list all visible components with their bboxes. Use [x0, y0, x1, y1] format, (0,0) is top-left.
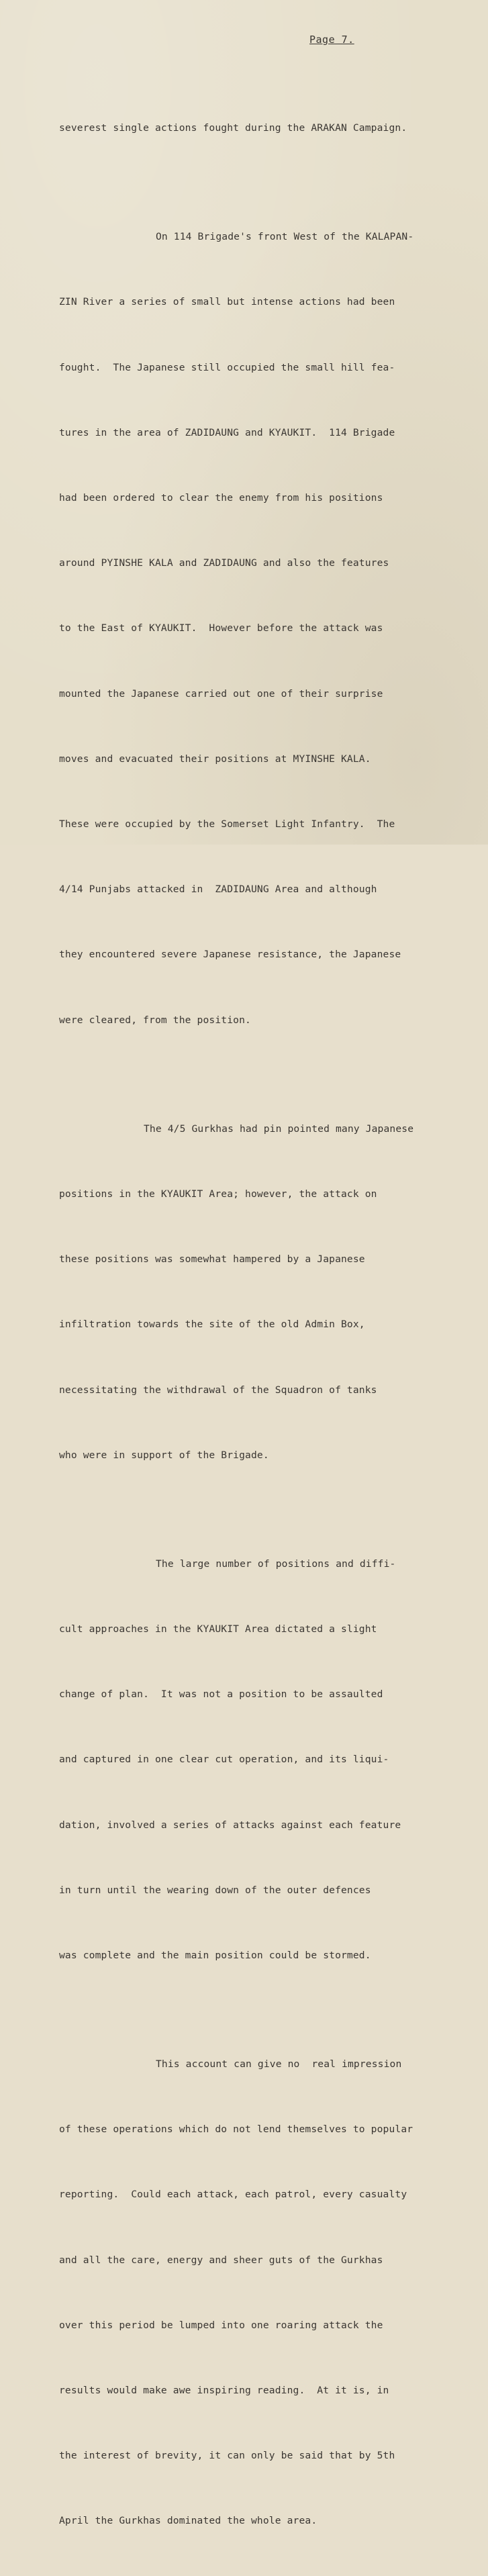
text-line: they encountered severe Japanese resistance, the Japanese [59, 949, 401, 961]
text-line: 4/14 Punjabs attacked in ZADIDAUNG Area and although [59, 884, 377, 896]
text-line: reporting. Could each attack, each patrol, every casualty [59, 2189, 407, 2201]
text-line: the interest of brevity, it can only be said that by 5th [59, 2450, 395, 2462]
text-line: tures in the area of ZADIDAUNG and KYAUKIT. 114 Brigade [59, 426, 395, 438]
text-line: these positions was somewhat hampered by a Japanese [59, 1253, 365, 1266]
text-line: mounted the Japanese carried out one of their surprise [59, 687, 383, 700]
text-line: over this period be lumped into one roaring attack the [59, 2319, 383, 2331]
text-line: and all the care, energy and sheer guts of the Gurkhas [59, 2254, 383, 2266]
text-line: and captured in one clear cut operation, and its liqui- [59, 1754, 389, 1766]
text-line: The large number of positions and diffi- [156, 1558, 396, 1570]
text-line: change of plan. It was not a position to be assaulted [59, 1688, 383, 1701]
text-line: dation, involved a series of attacks against each feature [59, 1819, 401, 1831]
text-line: who were in support of the Brigade. [59, 1449, 269, 1461]
text-line: in turn until the wearing down of the outer defences [59, 1884, 371, 1896]
text-line: infiltration towards the site of the old Admin Box, [59, 1319, 365, 1331]
text-line: of these operations which do not lend themselves to popular [59, 2124, 413, 2136]
text-line: moves and evacuated their positions at MYINSHE KALA. [59, 753, 371, 765]
text-line: had been ordered to clear the enemy from his positions [59, 492, 383, 504]
text-line: cult approaches in the KYAUKIT Area dictated a slight [59, 1623, 377, 1635]
text-line: April the Gurkhas dominated the whole area. [59, 2515, 318, 2527]
text-line: severest single actions fought during the ARAKAN Campaign. [59, 122, 407, 134]
text-line: was complete and the main position could be stormed. [59, 1949, 371, 1961]
body-text [59, 52, 475, 2576]
text-line: ZIN River a series of small but intense actions had been [59, 296, 395, 308]
text-line: to the East of KYAUKIT. However before the attack was [59, 622, 383, 634]
text-line: This account can give no real impression [156, 2058, 402, 2070]
text-line: around PYINSHE KALA and ZADIDAUNG and also the features [59, 557, 389, 569]
text-line: positions in the KYAUKIT Area; however, the attack on [59, 1188, 377, 1200]
text-line: These were occupied by the Somerset Light Infantry. The [59, 818, 395, 830]
text-line: The 4/5 Gurkhas had pin pointed many Japanese [144, 1123, 414, 1135]
text-line: necessitating the withdrawal of the Squadron of tanks [59, 1384, 377, 1396]
text-line: On 114 Brigade's front West of the KALAPAN- [156, 231, 414, 243]
page-number: Page 7. [309, 34, 354, 46]
text-line: were cleared, from the position. [59, 1014, 251, 1026]
text-line: results would make awe inspiring reading. At it is, in [59, 2384, 389, 2396]
text-line: fought. The Japanese still occupied the small hill fea- [59, 361, 395, 373]
